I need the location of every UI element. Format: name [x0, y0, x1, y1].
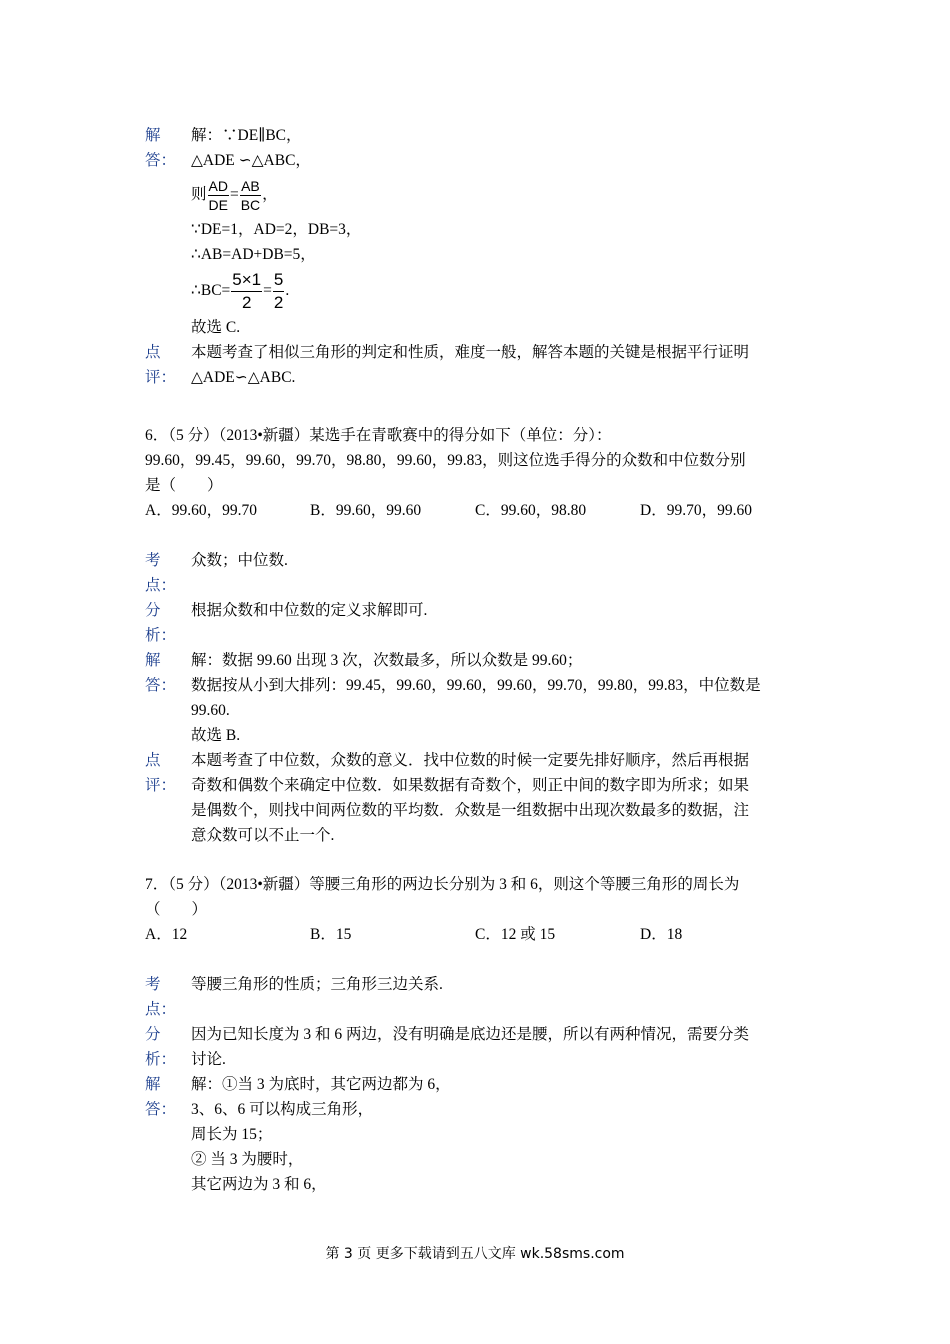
solution-label: 解 答：: [145, 1076, 177, 1118]
solution-line: 解：数据 99.60 出现 3 次，次数最多，所以众数是 99.60；: [191, 652, 583, 669]
solution-line: ∵DE=1，AD=2，DB=3，: [191, 221, 362, 238]
q6-solution: [145, 648, 815, 748]
q7-solution: [145, 1072, 815, 1197]
option-b: B．15: [310, 926, 352, 943]
solution-line-ratio: 则 $\frac{AD}{DE}$ = $\frac{AB}{BC}$ ，: [191, 177, 278, 213]
option-b: B．99.60，99.60: [310, 502, 422, 519]
solution-line: 数据按从小到大排列：99.45，99.60，99.60，99.60，99.70，99.80，99.83，中位数是: [191, 677, 761, 694]
comment-label: 点 评：: [145, 344, 177, 386]
option-c: C．99.60，98.80: [475, 502, 587, 519]
question-stem: （ ）: [145, 901, 208, 918]
fraction-ab-bc: $\frac{AB}{BC}$: [240, 177, 261, 213]
q6-analysis: [145, 598, 815, 648]
solution-line: 99.60.: [191, 702, 230, 719]
comment-label: 点 评：: [145, 752, 177, 794]
question-7: [145, 872, 815, 947]
analysis-label: 分 析：: [145, 1026, 177, 1068]
analysis-label: 分 析：: [145, 602, 177, 644]
solution-line: 故选 B.: [191, 727, 241, 744]
comment-line: 是偶数个，则找中间两位数的平均数．众数是一组数据中出现次数最多的数据，注: [191, 802, 750, 819]
solution-line: 故选 C.: [191, 319, 241, 336]
solution-label: 解 答：: [145, 652, 177, 694]
point-label: 考 点：: [145, 976, 177, 1018]
solution-line: 3、6、6 可以构成三角形，: [191, 1101, 374, 1118]
solution-label: 解 答：: [145, 127, 177, 169]
answer-options: [145, 498, 815, 523]
page-footer: 第 3 页 更多下载请到五八文库 wk.58sms.com: [325, 1246, 625, 1262]
q5-solution-section: [145, 123, 815, 390]
q6-point: [145, 548, 815, 598]
point-label: 考 点：: [145, 552, 177, 594]
option-d: D．99.70，99.60: [640, 502, 752, 519]
analysis-line: 根据众数和中位数的定义求解即可.: [191, 602, 428, 619]
q7-analysis: [145, 1022, 815, 1072]
comment-line: 奇数和偶数个来确定中位数．如果数据有奇数个，则正中间的数字即为所求；如果: [191, 777, 750, 794]
analysis-line: 讨论.: [191, 1051, 226, 1068]
question-stem: 7．（5 分）（2013•新疆）等腰三角形的两边长分别为 3 和 6，则这个等腰三角形的周长为: [145, 876, 740, 893]
solution-line-bc: ∴BC= $\frac{5\times 1}{2}$ = $\frac{5}{2}$ .: [191, 269, 290, 312]
fraction-ad-de: $\frac{AD}{DE}$: [208, 177, 228, 213]
q6-comment: [145, 748, 815, 848]
comment-line: △ADE∽△ABC.: [191, 369, 296, 386]
question-stem: 6．（5 分）（2013•新疆）某选手在青歌赛中的得分如下（单位：分）：: [145, 427, 612, 444]
option-a: A．12: [145, 926, 188, 943]
solution-line: 解：∵DE∥BC，: [191, 127, 302, 144]
solution-line: ② 当 3 为腰时，: [191, 1151, 304, 1168]
solution-line: ∴AB=AD+DB=5，: [191, 246, 316, 263]
question-6: [145, 423, 815, 523]
answer-options: [145, 922, 815, 947]
comment-line: 本题考查了相似三角形的判定和性质，难度一般，解答本题的关键是根据平行证明: [191, 344, 750, 361]
comment-line: 意众数可以不止一个.: [191, 827, 335, 844]
comment-line: 本题考查了中位数，众数的意义．找中位数的时候一定要先排好顺序，然后再根据: [191, 752, 750, 769]
solution-line: 解：①当 3 为底时，其它两边都为 6，: [191, 1076, 451, 1093]
solution-line: 其它两边为 3 和 6，: [191, 1176, 327, 1193]
question-stem: 99.60，99.45，99.60，99.70，98.80，99.60，99.83，则这位选手得分的众数和中位数分别: [145, 452, 746, 469]
fraction-5x1-over-2: $\frac{5\times 1}{2}$: [232, 269, 262, 312]
q7-point: [145, 972, 815, 1022]
q6-analysis-section: [145, 548, 815, 848]
analysis-line: 因为已知长度为 3 和 6 两边，没有明确是底边还是腰，所以有两种情况，需要分类: [191, 1026, 750, 1043]
option-c: C．12 或 15: [475, 926, 556, 943]
question-stem: 是（ ）: [145, 477, 223, 494]
q7-analysis-section: [145, 972, 815, 1197]
fraction-5-over-2: $\frac{5}{2}$: [273, 269, 284, 312]
option-a: A．99.60，99.70: [145, 502, 257, 519]
solution-line: △ADE ∽△ABC，: [191, 152, 311, 169]
q5-comment: [145, 340, 815, 390]
solution-line: 周长为 15；: [191, 1126, 273, 1143]
option-d: D．18: [640, 926, 683, 943]
point-line: 众数；中位数.: [191, 552, 288, 569]
point-line: 等腰三角形的性质；三角形三边关系.: [191, 976, 443, 993]
